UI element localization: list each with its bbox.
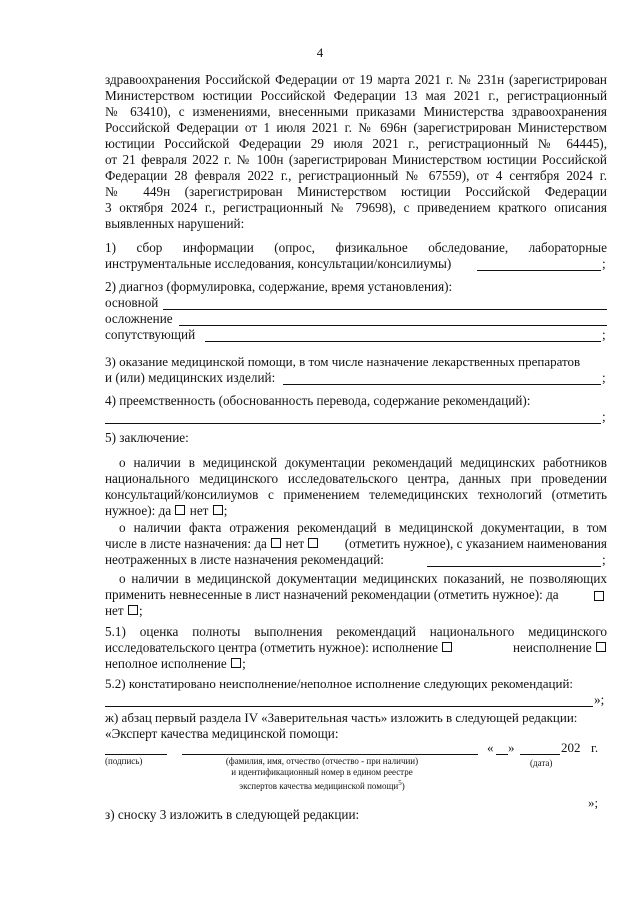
item-5-p2-line-2 (105, 536, 607, 552)
intro-line: № 63410), с изменениями, внесенными приказами Министерства здравоохранения (105, 104, 607, 119)
intro-line: 3 октября 2024 г., регистрационный № 79698), с приведением краткого описания (105, 200, 607, 215)
item-5-p1-yes-label: нужное): да (105, 503, 172, 518)
label-name-close: ) (401, 781, 405, 791)
item-5-p3-line-2-text: применить невнесенные в лист назначений рекомендации (отметить нужное): да (105, 587, 559, 602)
item-5-p3-line-1: о наличии в медицинской документации медицинских показаний, не позволяющих (119, 571, 607, 586)
item-5-1-line-3 (105, 656, 607, 672)
item-5-p1-yes-checkbox[interactable] (175, 505, 185, 515)
item-3-blank[interactable] (283, 370, 601, 385)
item-5-2-line-2 (105, 692, 607, 708)
item-5-1-partial-checkbox[interactable] (231, 658, 241, 668)
item-5-p1-line: национального медицинского исследовательского центра, данных при проведении (105, 471, 607, 486)
date-month-blank[interactable] (520, 740, 560, 755)
item-5-p2-no-label: нет (285, 536, 305, 551)
item-5-p3-line-2 (105, 587, 607, 603)
item-3-line-1: 3) оказание медицинской помощи, в том числе назначение лекарственных препаратов (105, 354, 581, 369)
item-5 (105, 430, 607, 446)
item-5-1-exec-label: исследовательского центра (отметить нужное): исполнение (105, 640, 439, 655)
item-5-p2-line-3-text: неотраженных в листе назначения рекомендаций: (105, 552, 384, 567)
label-name-line-3 (172, 778, 472, 792)
item-3-line-2-text: и (или) медицинских изделий: (105, 370, 276, 385)
item-5-1-nonexec-label: неисполнение (512, 640, 592, 655)
label-name-line-2: и идентификационный номер в едином реестре (231, 767, 413, 777)
signature-name-blank[interactable] (182, 740, 478, 755)
item-2-concomitant-label: сопутствующий (105, 327, 196, 342)
item-5-2-blank[interactable] (105, 692, 593, 707)
intro-line: от 21 февраля 2022 г. № 100н (зарегистрирован Министерством юстиции Российской (105, 152, 607, 167)
item-2-complication-row (105, 311, 607, 327)
intro-line: Министерством юстиции Российской Федерации 13 мая 2021 г., регистрационный (105, 88, 607, 103)
date-day-blank[interactable] (496, 740, 508, 755)
item-5-1-line-1: 5.1) оценка полноты выполнения рекомендаций национального медицинского (105, 624, 607, 639)
item-1-line-1: 1) сбор информации (опрос, физикальное обследование, лабораторные (105, 240, 607, 255)
item-2 (105, 279, 607, 343)
item-5-1-line-2 (105, 640, 607, 656)
item-2-title: 2) диагноз (формулировка, содержание, время установления): (105, 279, 453, 294)
item-5-p3-line-3 (105, 603, 607, 619)
item-5-1-end: ; (242, 656, 246, 671)
item-z-line-1: з) сноску 3 изложить в следующей редакции: (105, 807, 360, 822)
item-5-p1-end: ; (223, 503, 228, 518)
item-5-1-exec-checkbox[interactable] (442, 642, 452, 652)
label-date: (дата) (530, 758, 553, 768)
label-name-line-1: (фамилия, имя, отчество (отчество - при наличии) (225, 756, 419, 766)
item-5-p3-no-label: нет (105, 603, 124, 618)
item-5-p1-no-label: нет (189, 503, 209, 518)
item-1 (105, 240, 607, 272)
item-2-end: ; (602, 327, 606, 342)
intro-paragraph (105, 72, 607, 232)
item-4-line-2 (105, 409, 607, 425)
item-5-p1 (105, 455, 607, 519)
item-2-main-label: основной (105, 295, 159, 310)
intro-line: Российской Федерации от 1 июля 2021 г. № 696н (зарегистрирован Министерством (105, 120, 607, 135)
item-5-p3-yes-checkbox[interactable] (594, 591, 604, 601)
date-quote-open: « (487, 740, 494, 755)
item-5-1-nonexec-group (513, 640, 607, 656)
item-5-title: 5) заключение: (105, 430, 189, 445)
item-5-2 (105, 676, 607, 708)
label-signature: (подпись) (105, 756, 143, 766)
item-5-p2-line-1: о наличии факта отражения рекомендаций в медицинской документации, в том (119, 520, 607, 535)
item-3-end: ; (602, 370, 606, 385)
signature-end: »; (588, 795, 599, 810)
item-5-p2-line-3 (105, 552, 607, 568)
item-5-p2-no-checkbox[interactable] (308, 538, 318, 548)
date-year-suffix: г. (591, 740, 599, 755)
item-zh-line-2: «Эксперт качества медицинской помощи: (105, 726, 339, 741)
item-5-2-line-1: 5.2) констатировано неисполнение/неполное исполнение следующих рекомендаций: (105, 676, 574, 691)
item-5-1-nonexec-checkbox[interactable] (596, 642, 606, 652)
item-4-end: ; (602, 409, 606, 424)
item-5-p1-no-checkbox[interactable] (213, 505, 223, 515)
item-3-line-2 (105, 370, 607, 386)
item-zh (105, 710, 607, 742)
item-5-p2-yes-group (105, 536, 319, 552)
intro-line: юстиции Российской Федерации 29 июля 2021 г., регистрационный № 64445), (105, 136, 607, 151)
item-3 (105, 354, 607, 386)
item-5-p1-line: консультаций/консилиумов с применением телемедицинских технологий (отметить (105, 487, 607, 502)
item-2-complication-blank[interactable] (179, 311, 607, 326)
item-5-p2-line-2-rest: (отметить нужное), с указанием наименования (344, 536, 607, 551)
date-year: 202 (561, 740, 581, 755)
item-2-complication-label: осложнение (105, 311, 173, 326)
item-4-blank[interactable] (105, 409, 601, 424)
item-5-p2-yes-label: числе в листе назначения: да (105, 536, 267, 551)
item-5-p2-end: ; (602, 552, 606, 567)
item-5-p1-last (105, 503, 607, 519)
item-2-concomitant-blank[interactable] (205, 327, 601, 342)
item-1-blank[interactable] (477, 256, 601, 271)
page-number: 4 (316, 45, 324, 60)
item-2-main-row (105, 295, 607, 311)
item-5-1-partial-label: неполное исполнение (105, 656, 227, 671)
intro-line: Федерации 28 февраля 2022 г., регистрационный № 67559), от 4 сентября 2024 г. (105, 168, 607, 183)
item-2-main-blank[interactable] (163, 295, 607, 310)
item-1-line-2 (105, 256, 607, 272)
item-5-1-exec-group (105, 640, 453, 656)
item-z (105, 807, 607, 823)
item-1-line-2-text: инструментальные исследования, консультации/консилиумы) (105, 256, 452, 271)
item-5-2-end: »; (594, 692, 605, 707)
intro-line: № 449н (зарегистрирован Министерством юстиции Российской Федерации (105, 184, 607, 199)
item-5-p3 (105, 571, 607, 619)
item-5-p2-yes-checkbox[interactable] (271, 538, 281, 548)
label-name-line-3-text: экспертов качества медицинской помощи (239, 781, 399, 791)
intro-line: здравоохранения Российской Федерации от 19 марта 2021 г. № 231н (зарегистрирован (105, 72, 607, 87)
item-5-p3-no-checkbox[interactable] (128, 605, 138, 615)
item-1-end: ; (602, 256, 606, 271)
item-4 (105, 393, 607, 425)
item-4-title: 4) преемственность (обоснованность перевода, содержание рекомендаций): (105, 393, 531, 408)
footnote-ref: 5 (398, 779, 402, 787)
item-5-p1-line: о наличии в медицинской документации рекомендаций медицинских работников (119, 455, 607, 470)
item-2-concomitant-row (105, 327, 607, 343)
item-5-p3-end: ; (138, 603, 143, 618)
label-name (172, 756, 472, 792)
item-zh-line-1: ж) абзац первый раздела IV «Заверительная часть» изложить в следующей редакции: (105, 710, 578, 725)
item-5-p2-blank[interactable] (427, 552, 601, 567)
intro-line: выявленных нарушений: (105, 216, 245, 231)
signature-sign-blank[interactable] (105, 740, 167, 755)
item-5-p2 (105, 520, 607, 568)
date-quote-close: » (508, 740, 515, 755)
item-5-1 (105, 624, 607, 672)
